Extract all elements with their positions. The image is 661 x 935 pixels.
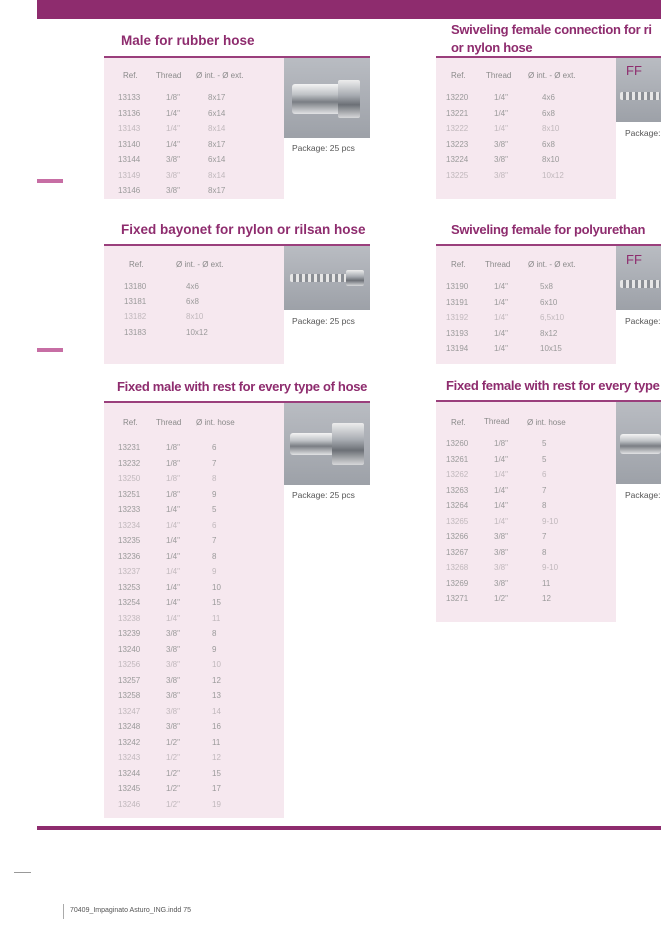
cell-thread: 1/4" (166, 124, 180, 133)
cell-ref: 13267 (446, 547, 469, 557)
cell-ref: 13180 (124, 282, 147, 291)
cell-thread: 1/4" (166, 505, 180, 514)
cell-value: 9 (212, 567, 217, 576)
cell-value: 5 (212, 505, 217, 514)
cell-thread: 1/4" (494, 454, 508, 464)
table-row (118, 124, 278, 140)
table-row (118, 155, 278, 171)
cell-value: 5 (542, 439, 547, 448)
ff-badge: FF (626, 252, 642, 267)
table-row (118, 459, 278, 475)
cell-thread: 3/8" (494, 139, 508, 149)
cell-value: 12 (212, 753, 221, 762)
cell-value: 11 (212, 613, 221, 623)
cell-ref: 13191 (446, 297, 469, 307)
cell-thread: 3/8" (166, 644, 180, 654)
table-row (446, 93, 611, 109)
cell-value: 19 (212, 799, 221, 809)
cell-ref: 13182 (124, 312, 147, 322)
cell-thread: 1/4" (494, 485, 508, 495)
cell-value: 13 (212, 691, 221, 700)
col-header-diameter: Ø int. - Ø ext. (528, 260, 576, 269)
cell-thread: 3/8" (494, 155, 508, 164)
cell-value: 8x17 (208, 139, 226, 149)
col-header-ref: Ref. (451, 418, 466, 427)
cell-ref: 13220 (446, 93, 469, 102)
cell-ref: 13133 (118, 93, 141, 102)
cell-ref: 13233 (118, 505, 141, 514)
table-row (446, 282, 611, 298)
table-rows (118, 443, 278, 815)
cell-ref: 13263 (446, 485, 469, 495)
cell-ref: 13224 (446, 155, 469, 164)
table-row (118, 505, 278, 521)
table-row (446, 517, 611, 533)
table-row (118, 645, 278, 661)
cell-thread: 1/4" (166, 582, 180, 592)
table-row (446, 109, 611, 125)
table-row (446, 124, 611, 140)
table-row (118, 769, 278, 785)
cell-ref: 13253 (118, 582, 141, 592)
cell-thread: 1/4" (166, 551, 180, 561)
cell-thread: 3/8" (166, 629, 180, 638)
table-row (118, 443, 278, 459)
cell-ref: 13193 (446, 328, 469, 338)
cell-value: 8x10 (186, 312, 204, 322)
table-row (118, 583, 278, 599)
cell-ref: 13234 (118, 520, 141, 530)
cell-value: 15 (212, 598, 221, 607)
table-row (118, 93, 278, 109)
cell-value: 8x10 (542, 155, 560, 164)
col-header-thread: Thread (156, 71, 182, 80)
section-title-fixed-bayonet: Fixed bayonet for nylon or rilsan hose (121, 222, 366, 237)
cell-ref: 13268 (446, 563, 469, 572)
cell-value: 8 (212, 629, 217, 638)
table-row (118, 521, 278, 537)
footer-filename: 70409_Impaginato Asturo_ING.indd 75 (70, 907, 192, 914)
cell-value: 16 (212, 722, 221, 731)
cell-thread: 1/4" (494, 297, 508, 307)
cell-thread: 1/4" (494, 516, 508, 526)
table-row (118, 552, 278, 568)
product-image-fixed-female-rest (616, 402, 661, 484)
cell-ref: 13190 (446, 282, 469, 291)
cell-thread: 1/4" (166, 536, 180, 545)
cell-thread: 1/4" (166, 613, 180, 623)
table-rows (446, 93, 611, 186)
table-row (118, 567, 278, 583)
cell-value: 6 (212, 443, 217, 452)
cell-value: 5x8 (540, 282, 553, 291)
cell-thread: 1/4" (494, 313, 508, 322)
table-row (118, 598, 278, 614)
table-row (446, 155, 611, 171)
cell-ref: 13181 (124, 297, 147, 307)
cell-ref: 13232 (118, 458, 141, 468)
cell-value: 10 (212, 582, 221, 592)
cell-value: 14 (212, 706, 221, 716)
cell-thread: 3/8" (166, 691, 180, 700)
table-row (446, 171, 611, 187)
cell-ref: 13271 (446, 594, 469, 603)
col-header-thread: Thread (485, 260, 511, 269)
cell-value: 8 (542, 501, 547, 510)
cell-ref: 13239 (118, 629, 141, 638)
table-row (118, 536, 278, 552)
section-title-fixed-male-rest: Fixed male with rest for every type of hose (117, 379, 368, 394)
table-row (118, 629, 278, 645)
cell-value: 9 (212, 489, 217, 499)
cell-value: 8x10 (542, 124, 560, 133)
table-row (124, 282, 274, 297)
product-image-fixed-male-rest (284, 403, 370, 485)
package-label: Package: (625, 128, 661, 138)
section-title-fixed-female-rest: Fixed female with rest for every type (446, 378, 660, 393)
cell-ref: 13266 (446, 532, 469, 541)
cell-thread: 1/4" (166, 139, 180, 149)
cell-ref: 13240 (118, 644, 141, 654)
table-row (446, 140, 611, 156)
cell-value: 8x14 (208, 170, 226, 180)
cell-ref: 13223 (446, 139, 469, 149)
cell-thread: 1/2" (166, 784, 180, 793)
cell-ref: 13143 (118, 124, 141, 133)
table-row (118, 707, 278, 723)
cell-value: 7 (212, 458, 217, 468)
cell-thread: 3/8" (166, 186, 180, 195)
table-row (118, 490, 278, 506)
cell-value: 7 (542, 485, 547, 495)
cell-value: 4x6 (186, 282, 199, 291)
table-row (118, 722, 278, 738)
col-header-diameter: Ø int. - Ø ext. (528, 71, 576, 80)
cell-ref: 13261 (446, 454, 469, 464)
cell-value: 8x17 (208, 93, 226, 102)
side-marker-1 (37, 179, 63, 183)
cell-ref: 13269 (446, 578, 469, 588)
col-header-thread: Thread (156, 418, 182, 427)
cell-ref: 13245 (118, 784, 141, 793)
cell-ref: 13221 (446, 108, 469, 118)
table-row (118, 676, 278, 692)
table-row (446, 344, 611, 360)
table-rows (446, 282, 611, 360)
crop-mark-vertical (63, 904, 64, 919)
cell-ref: 13256 (118, 660, 141, 669)
cell-value: 11 (212, 737, 221, 747)
table-row (446, 486, 611, 502)
table-row (118, 660, 278, 676)
cell-ref: 13247 (118, 706, 141, 716)
cell-ref: 13194 (446, 344, 469, 353)
cell-ref: 13231 (118, 443, 141, 452)
cell-thread: 3/8" (166, 155, 180, 164)
cell-value: 12 (212, 675, 221, 685)
cell-value: 9-10 (542, 516, 559, 526)
table-row (446, 439, 611, 455)
col-header-diameter: Ø int. - Ø ext. (196, 71, 244, 80)
table-row (124, 312, 274, 327)
cell-ref: 13146 (118, 186, 141, 195)
cell-value: 10x12 (542, 170, 564, 180)
cell-value: 10x12 (186, 327, 208, 337)
cell-ref: 13222 (446, 124, 469, 133)
cell-ref: 13246 (118, 799, 141, 809)
cell-ref: 13238 (118, 613, 141, 623)
cell-thread: 1/8" (166, 474, 180, 483)
cell-value: 4x6 (542, 93, 555, 102)
side-marker-2 (37, 348, 63, 352)
cell-value: 8x14 (208, 124, 226, 133)
cell-thread: 1/4" (494, 108, 508, 118)
cell-thread: 3/8" (166, 170, 180, 180)
cell-ref: 13242 (118, 737, 141, 747)
cell-value: 6x14 (208, 108, 226, 118)
cell-ref: 13262 (446, 470, 469, 479)
cell-value: 6,5x10 (540, 313, 565, 322)
cell-thread: 1/8" (166, 489, 180, 499)
cell-thread: 3/8" (166, 706, 180, 716)
cell-value: 10 (212, 660, 221, 669)
ff-badge: FF (626, 63, 642, 78)
cell-value: 5 (542, 454, 547, 464)
table-row (118, 186, 278, 202)
cell-value: 6x8 (542, 108, 555, 118)
cell-thread: 1/4" (494, 344, 508, 353)
cell-thread: 1/8" (166, 443, 180, 452)
cell-value: 12 (542, 594, 551, 603)
table-row (118, 140, 278, 156)
cell-ref: 13248 (118, 722, 141, 731)
cell-thread: 1/4" (166, 108, 180, 118)
col-header-ref: Ref. (123, 71, 138, 80)
cell-ref: 13265 (446, 516, 469, 526)
cell-value: 15 (212, 768, 221, 778)
cell-ref: 13250 (118, 474, 141, 483)
cell-thread: 3/8" (166, 675, 180, 685)
cell-ref: 13237 (118, 567, 141, 576)
table-row (118, 474, 278, 490)
product-image-male-rubber-hose (284, 58, 370, 138)
cell-ref: 13144 (118, 155, 141, 164)
cell-ref: 13149 (118, 170, 141, 180)
cell-ref: 13244 (118, 768, 141, 778)
col-header-hose-diameter: Ø int. hose (527, 418, 566, 427)
table-row (118, 753, 278, 769)
table-row (446, 470, 611, 486)
cell-thread: 3/8" (166, 722, 180, 731)
cell-value: 8 (212, 551, 217, 561)
package-label: Package: 25 pcs (292, 143, 355, 153)
table-row (124, 297, 274, 312)
cell-thread: 3/8" (494, 563, 508, 572)
cell-thread: 1/8" (166, 458, 180, 468)
table-row (446, 298, 611, 314)
col-header-hose-diameter: Ø int. hose (196, 418, 235, 427)
col-header-ref: Ref. (129, 260, 144, 269)
cell-thread: 1/8" (494, 439, 508, 448)
cell-ref: 13225 (446, 170, 469, 180)
cell-thread: 1/2" (166, 753, 180, 762)
col-header-ref: Ref. (123, 418, 138, 427)
table-row (446, 313, 611, 329)
cell-ref: 13243 (118, 753, 141, 762)
cell-thread: 1/4" (494, 93, 508, 102)
cell-value: 6x14 (208, 155, 226, 164)
table-row (446, 579, 611, 595)
col-header-ref: Ref. (451, 71, 466, 80)
cell-value: 8 (212, 474, 217, 483)
cell-value: 8x17 (208, 186, 226, 195)
cell-thread: 1/8" (166, 93, 180, 102)
cell-thread: 1/4" (166, 520, 180, 530)
top-color-bar (37, 0, 661, 19)
cell-value: 6x8 (542, 139, 555, 149)
section-title-swiveling-female-polyurethane: Swiveling female for polyurethan (451, 222, 646, 237)
section-title-swiveling-female-connection-line1: Swiveling female connection for ri (451, 22, 652, 37)
package-label: Package: 25 pcs (292, 316, 355, 326)
table-row (446, 455, 611, 471)
cell-thread: 3/8" (494, 170, 508, 180)
cell-thread: 1/2" (166, 737, 180, 747)
table-row (118, 691, 278, 707)
table-row (446, 329, 611, 345)
cell-value: 6x8 (186, 297, 199, 307)
cell-value: 6 (542, 470, 547, 479)
table-rows (446, 439, 611, 610)
table-row (118, 109, 278, 125)
cell-value: 9-10 (542, 563, 559, 572)
table-row (446, 532, 611, 548)
bottom-color-bar (37, 826, 661, 830)
cell-value: 11 (542, 578, 551, 588)
col-header-ref: Ref. (451, 260, 466, 269)
cell-ref: 13140 (118, 139, 141, 149)
section-title-male-rubber-hose: Male for rubber hose (121, 33, 255, 48)
cell-value: 10x15 (540, 344, 562, 353)
cell-value: 9 (212, 644, 217, 654)
table-rows (124, 282, 274, 343)
cell-thread: 1/4" (494, 501, 508, 510)
table-row (446, 548, 611, 564)
cell-thread: 1/4" (166, 567, 180, 576)
cell-ref: 13264 (446, 501, 469, 510)
cell-thread: 1/4" (494, 124, 508, 133)
cell-thread: 1/4" (166, 598, 180, 607)
cell-thread: 1/4" (494, 282, 508, 291)
table-rows (118, 93, 278, 202)
col-header-thread: Thread (484, 417, 510, 426)
table-row (118, 614, 278, 630)
cell-ref: 13260 (446, 439, 469, 448)
cell-value: 7 (542, 532, 547, 541)
table-row (446, 594, 611, 610)
package-label: Package: (625, 490, 661, 500)
table-row (446, 501, 611, 517)
cell-thread: 3/8" (494, 532, 508, 541)
product-image-fixed-bayonet (284, 246, 370, 310)
cell-thread: 1/4" (494, 470, 508, 479)
cell-ref: 13257 (118, 675, 141, 685)
col-header-diameter: Ø int. - Ø ext. (176, 260, 224, 269)
cell-thread: 1/2" (166, 768, 180, 778)
table-row (446, 563, 611, 579)
cell-thread: 3/8" (494, 578, 508, 588)
cell-value: 7 (212, 536, 217, 545)
cell-value: 8 (542, 547, 547, 557)
cell-thread: 3/8" (166, 660, 180, 669)
cell-value: 6x10 (540, 297, 558, 307)
cell-ref: 13235 (118, 536, 141, 545)
col-header-thread: Thread (486, 71, 512, 80)
cell-value: 6 (212, 520, 217, 530)
cell-thread: 3/8" (494, 547, 508, 557)
crop-mark (14, 872, 31, 873)
section-title-swiveling-female-connection-line2: or nylon hose (451, 40, 533, 55)
table-row (124, 328, 274, 343)
table-row (118, 784, 278, 800)
package-label: Package: (625, 316, 661, 326)
cell-ref: 13258 (118, 691, 141, 700)
cell-value: 17 (212, 784, 221, 793)
table-row (118, 800, 278, 816)
cell-ref: 13236 (118, 551, 141, 561)
cell-value: 8x12 (540, 328, 558, 338)
table-row (118, 171, 278, 187)
cell-thread: 1/2" (494, 594, 508, 603)
cell-ref: 13183 (124, 327, 147, 337)
cell-ref: 13192 (446, 313, 469, 322)
package-label: Package: 25 pcs (292, 490, 355, 500)
cell-thread: 1/2" (166, 799, 180, 809)
cell-ref: 13136 (118, 108, 141, 118)
table-row (118, 738, 278, 754)
cell-ref: 13254 (118, 598, 141, 607)
cell-thread: 1/4" (494, 328, 508, 338)
cell-ref: 13251 (118, 489, 141, 499)
